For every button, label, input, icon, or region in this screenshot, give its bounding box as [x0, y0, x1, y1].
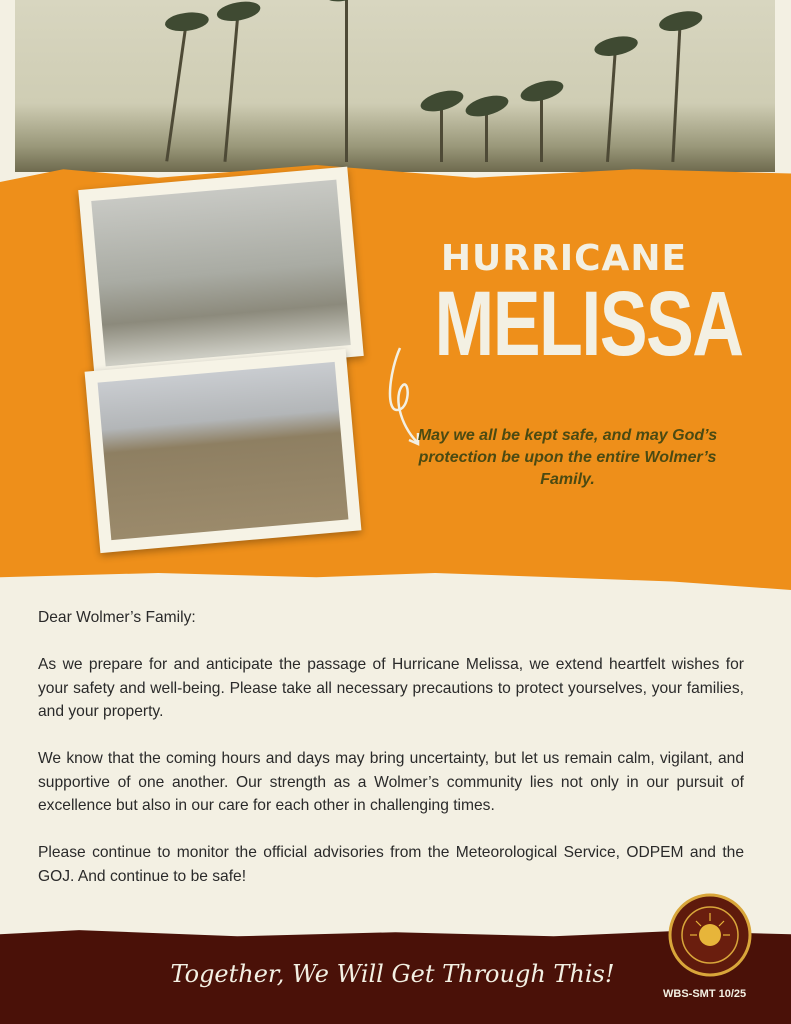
footer-slogan: Together, We Will Get Through This! [170, 960, 615, 988]
school-seal-logo [668, 893, 752, 977]
paragraph: As we prepare for and anticipate the passage of Hurricane Melissa, we extend heartfelt wishes for your safety and well-being. Please take all necessary precautions to protect yourselves, your families, and your property. [38, 656, 744, 720]
paragraph: We know that the coming hours and days may bring uncertainty, but let us remain calm, vigilant, and supportive of one another. Our strength as a Wolmer’s community lies not only in our pursuit of excellence but also in our care for each other in challenging times. [38, 750, 744, 814]
tagline: May we all be kept safe, and may God’s protection be upon the entire Wolmer’s Family. [417, 427, 718, 488]
letter-body [38, 606, 744, 912]
hurricane-palms-photo [15, 0, 775, 172]
title-melissa: MELISSA [434, 273, 743, 375]
paragraph: Please continue to monitor the official advisories from the Meteorological Service, ODPEM and the GOJ. And continue to be safe! [38, 844, 744, 885]
flooded-field-photo [85, 349, 362, 553]
document-code: WBS-SMT 10/25 [663, 988, 747, 1000]
salutation: Dear Wolmer’s Family: [38, 609, 196, 626]
title-hurricane: HURRICANE [440, 238, 688, 279]
flooded-road-truck-photo [78, 167, 364, 380]
